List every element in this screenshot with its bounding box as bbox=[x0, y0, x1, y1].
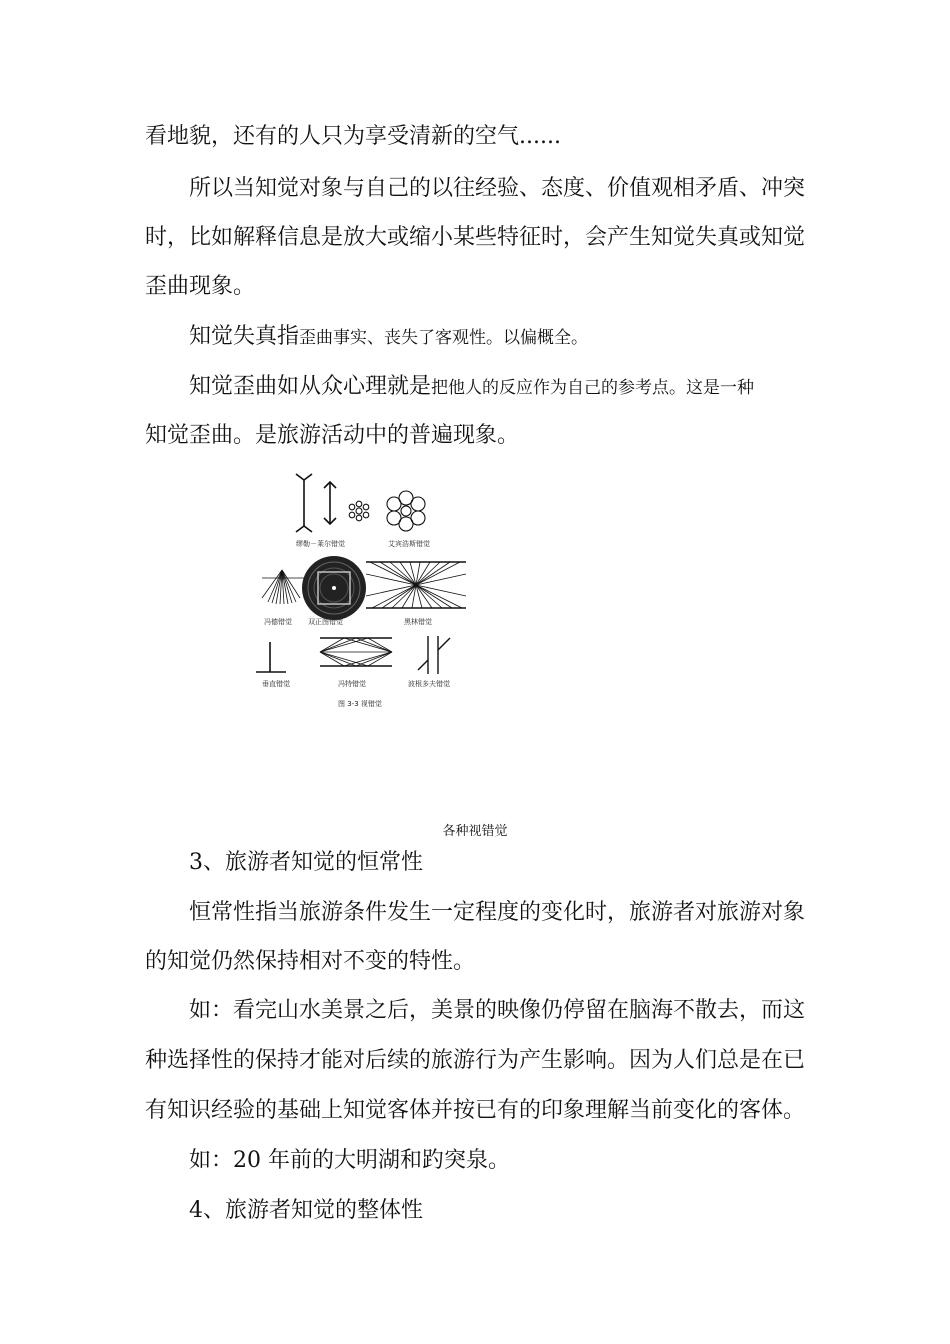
figure-label: 缪勒－莱尔错觉 bbox=[296, 540, 345, 548]
paragraph-line: 恒常性指当旅游条件发生一定程度的变化时，旅游者对旅游对象 bbox=[189, 900, 806, 925]
paragraph-line bbox=[189, 322, 588, 353]
figure-label: 黑林错觉 bbox=[404, 618, 432, 626]
paragraph-lead: 知觉歪曲如从众心理就是 bbox=[189, 374, 432, 399]
paragraph-line: 如：看完山水美景之后，美景的映像仍停留在脑海不散去，而这 bbox=[189, 998, 806, 1023]
paragraph-line: 有知识经验的基础上知觉客体并按已有的印象理解当前变化的客体。 bbox=[145, 1098, 806, 1123]
figure-caption: 各种视错觉 bbox=[442, 824, 508, 839]
paragraph-lead: 知觉失真指 bbox=[189, 324, 300, 349]
section-heading: 4、旅游者知觉的整体性 bbox=[189, 1198, 423, 1223]
paragraph-line: 歪曲现象。 bbox=[145, 274, 256, 299]
paragraph-line: 所以当知觉对象与自己的以往经验、态度、价值观相矛盾、冲突 bbox=[189, 176, 806, 201]
figure-label: 双正图错觉 bbox=[308, 618, 343, 626]
hering-illusion bbox=[366, 562, 466, 608]
square-illusion bbox=[302, 556, 366, 620]
figure-label: 冯特错觉 bbox=[338, 680, 366, 688]
wundt-illusion bbox=[320, 638, 392, 666]
paragraph-line: 知觉歪曲。是旅游活动中的普遍现象。 bbox=[145, 423, 520, 448]
figure-inner-caption: 图 3-3 视错觉 bbox=[338, 700, 382, 708]
section-heading: 3、旅游者知觉的恒常性 bbox=[189, 850, 423, 875]
paragraph-line: 的知觉仍然保持相对不变的特性。 bbox=[145, 949, 476, 974]
figure-label: 冯德错觉 bbox=[264, 618, 292, 626]
vertical-illusion bbox=[256, 642, 286, 672]
fan-illusion bbox=[262, 570, 304, 604]
paragraph-line: 看地貌，还有的人只为享受清新的空气...... bbox=[145, 124, 561, 149]
poggendorff-illusion bbox=[418, 636, 450, 674]
muller-lyer-illusion bbox=[296, 474, 336, 532]
figure-label: 艾宾浩斯错觉 bbox=[388, 540, 430, 548]
paragraph-line: 如：20 年前的大明湖和趵突泉。 bbox=[189, 1148, 510, 1173]
paragraph-rest: 把他人的反应作为自己的参考点。这是一种 bbox=[431, 378, 755, 398]
figure-label: 波根多夫错觉 bbox=[408, 680, 450, 688]
illusions-figure bbox=[248, 470, 470, 720]
paragraph-rest: 歪曲事实、丧失了客观性。以偏概全。 bbox=[299, 328, 589, 348]
paragraph-line: 时，比如解释信息是放大或缩小某些特征时，会产生知觉失真或知觉 bbox=[145, 225, 806, 250]
figure-label: 垂直错觉 bbox=[262, 680, 290, 688]
paragraph-line: 种选择性的保持才能对后续的旅游行为产生影响。因为人们总是在已 bbox=[145, 1048, 806, 1073]
paragraph-line bbox=[189, 372, 754, 403]
ebbinghaus-illusion bbox=[349, 491, 425, 531]
